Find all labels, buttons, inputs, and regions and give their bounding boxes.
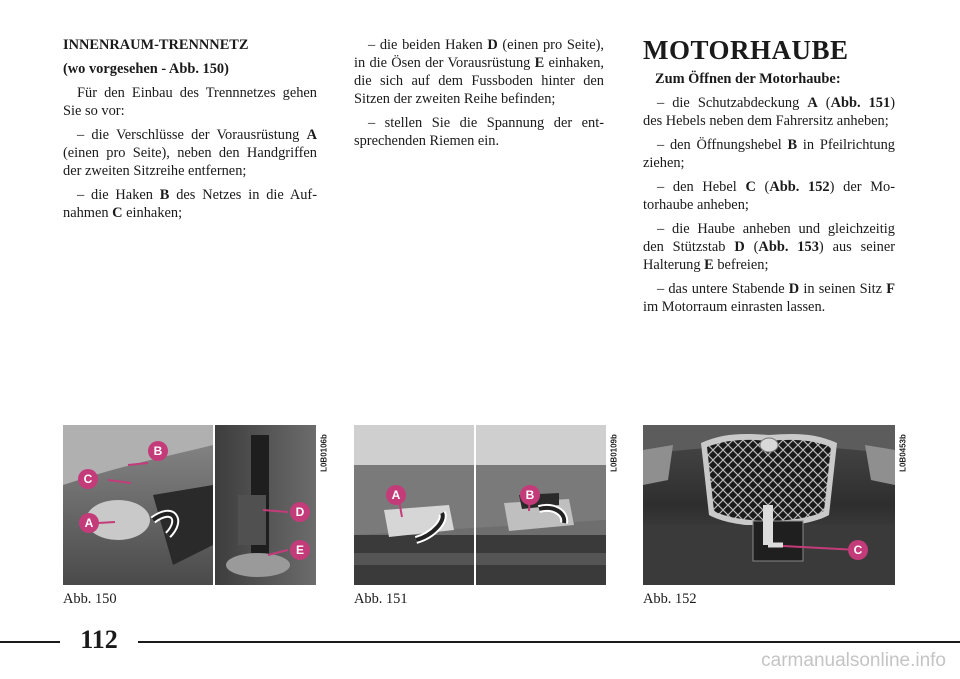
section-title-motorhaube: MOTORHAUBE xyxy=(643,35,849,65)
left-column xyxy=(63,36,317,228)
callout-label: D xyxy=(295,505,305,519)
paragraph: – die Haken B des Netzes in die Aufnahmen C einhaken; xyxy=(63,187,317,221)
right-column xyxy=(643,36,895,322)
figure-150-photo xyxy=(63,425,316,585)
callout-label: A xyxy=(391,488,401,502)
paragraph: – die Verschlüsse der Vorausrüstung A (einen pro Seite), neben den Handgriffen der zweiten Sitzreihe entfernen; xyxy=(63,127,317,179)
figure-152-code: L0B0453b xyxy=(898,434,908,472)
paragraph: – den Hebel C (Abb. 152) der Motorhaube anheben; xyxy=(643,179,895,213)
callout-label: A xyxy=(84,516,94,530)
section-subtitle: Zum Öffnen der Motorhaube: xyxy=(655,71,841,87)
paragraph: – das untere Stabende D in seinen Sitz F im Motorraum einrasten lassen. xyxy=(643,281,895,315)
paragraph: – den Öffnungshebel B in Pfeilrichtung ziehen; xyxy=(643,137,895,171)
section-heading-trennnetz: INNENRAUM-TRENNNETZ xyxy=(63,37,249,53)
figure-152-caption: Abb. 152 xyxy=(643,591,697,607)
figure-151-caption: Abb. 151 xyxy=(354,591,408,607)
callout-label: C xyxy=(853,543,863,557)
paragraph: – stellen Sie die Spannung der entsprechenden Riemen ein. xyxy=(354,115,604,149)
figure-ref: Abb. 150 xyxy=(168,61,225,77)
figure-152-photo xyxy=(643,425,895,585)
footer-rule-left xyxy=(0,641,60,643)
footer-rule-right xyxy=(138,641,960,643)
figure-151-photo xyxy=(354,425,606,585)
watermark: carmanualsonline.info xyxy=(761,650,946,671)
figure-150-code: L0B0106b xyxy=(319,434,329,472)
callout-label: E xyxy=(295,543,305,557)
middle-column xyxy=(354,36,604,156)
section-subheading: (wo vorgesehen - Abb. 150) xyxy=(63,61,229,77)
callout-label: C xyxy=(83,472,93,486)
paragraph: Für den Einbau des Trennnetzes gehen Sie so vor: xyxy=(63,85,317,119)
callout-label: B xyxy=(153,444,163,458)
paragraph: – die Haube anheben und gleichzeitig den Stützstab D (Abb. 153) aus seiner Halterung E befreien; xyxy=(643,221,896,273)
callout-label: B xyxy=(525,488,535,502)
paragraph: – die Schutzabdeckung A (Abb. 151) des Hebels neben dem Fahrersitz anheben; xyxy=(643,95,895,129)
figure-150-caption: Abb. 150 xyxy=(63,591,117,607)
paragraph: – die beiden Haken D (einen pro Seite), in die Ösen der Vorausrüstung E einhaken, die sich auf dem Fussboden hinter den Sitzen der zweiten Reihe befinden; xyxy=(354,37,604,107)
page-number: 112 xyxy=(80,625,118,654)
figure-151-code: L0B0109b xyxy=(609,434,619,472)
